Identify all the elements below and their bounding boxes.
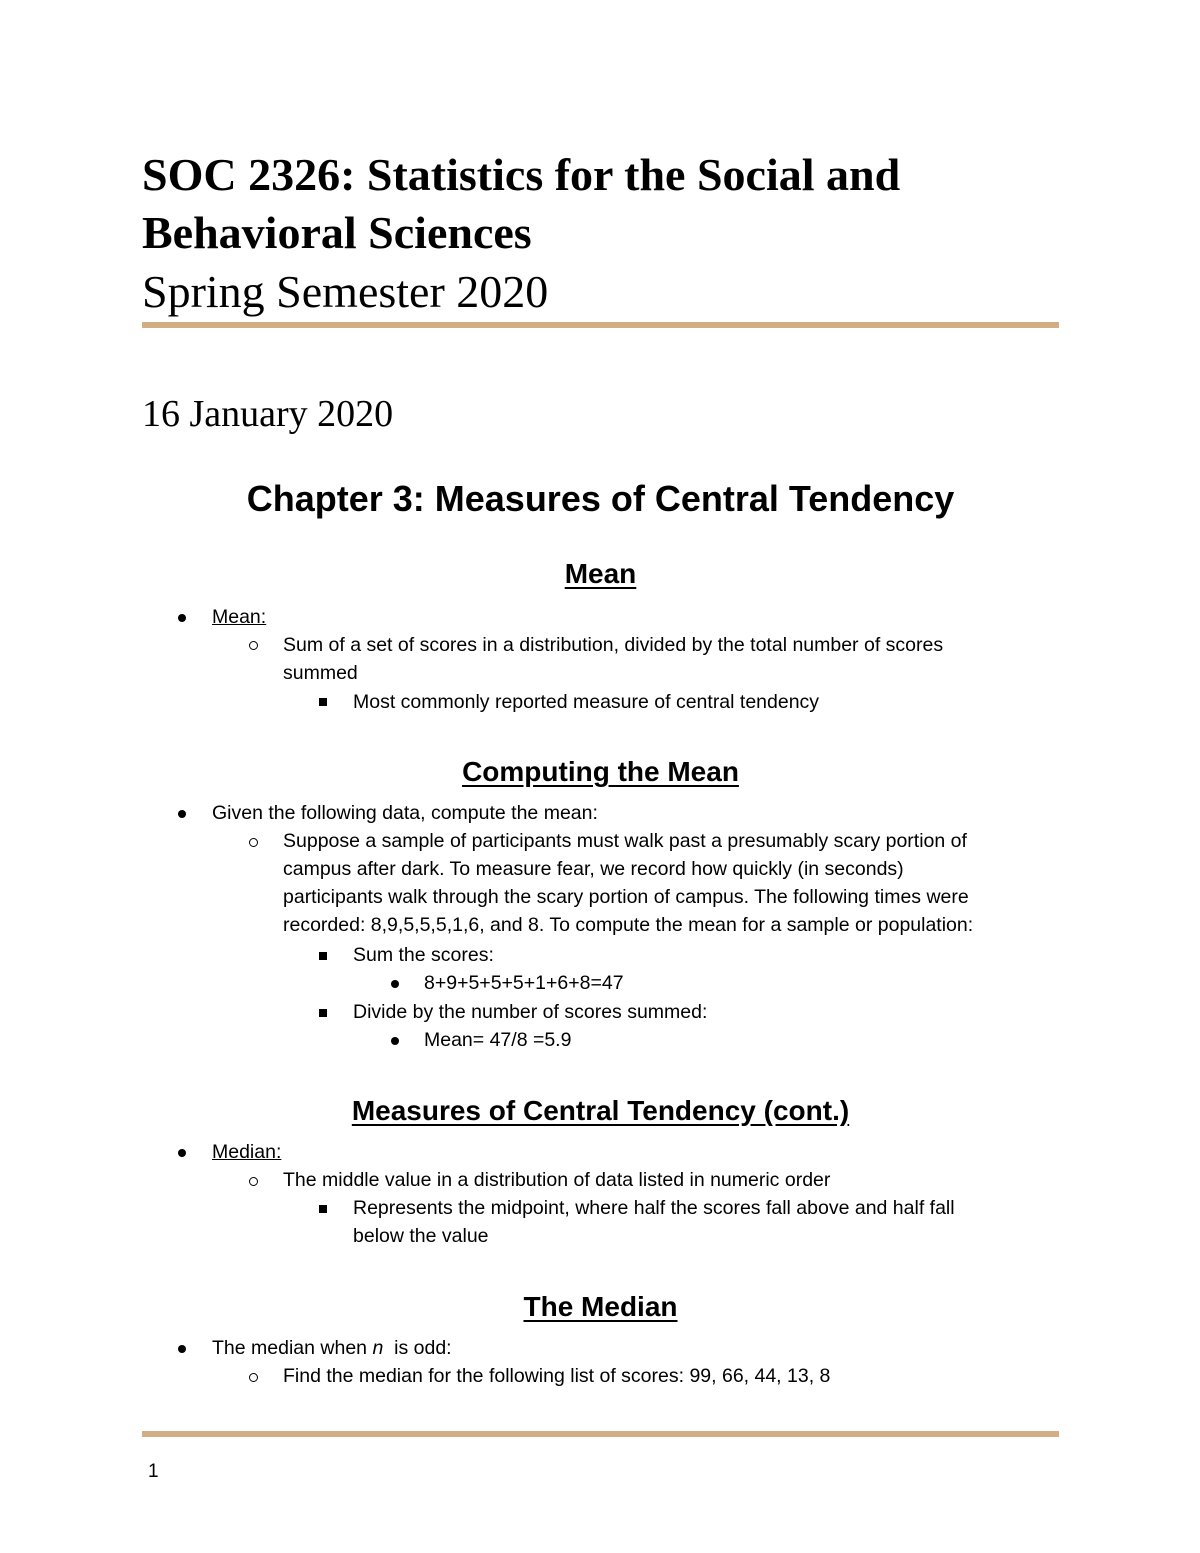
step-divide: Divide by the number of scores summed:: [353, 1001, 708, 1023]
mean-definition-line1: Sum of a set of scores in a distribution, divided by the total number of scores: [283, 634, 944, 656]
scenario-line-4: recorded: 8,9,5,5,5,1,6, and 8. To compute the mean for a sample or population:: [283, 914, 974, 936]
step-sum-scores: Sum the scores:: [353, 944, 494, 966]
section-heading-central-tendency-cont: Measures of Central Tendency (cont.): [351, 1095, 850, 1126]
bullet-circle-icon: [249, 1373, 258, 1382]
chapter-title: Chapter 3: Measures of Central Tendency: [246, 478, 955, 519]
bullet-square-icon: [319, 1205, 327, 1213]
bullet-dot-icon: [391, 1037, 399, 1045]
section-heading-the-median: The Median: [523, 1291, 678, 1322]
variable-n: n: [372, 1337, 384, 1359]
lecture-date: 16 January 2020: [142, 393, 394, 435]
median-term: Median:: [212, 1141, 282, 1163]
bullet-dot-icon: [391, 980, 399, 988]
mean-definition-line2: summed: [283, 662, 358, 684]
scenario-line-1: Suppose a sample of participants must walk past a presumably scary portion of: [283, 830, 967, 852]
bullet-circle-icon: [249, 1177, 258, 1186]
median-definition: The middle value in a distribution of data listed in numeric order: [283, 1169, 831, 1191]
median-odd-intro: [212, 1334, 452, 1362]
step-sum-result: 8+9+5+5+5+1+6+8=47: [424, 972, 624, 994]
median-odd-intro-suffix: is odd:: [383, 1337, 452, 1359]
page-number: 1: [148, 1461, 159, 1482]
bullet-dot-icon: [178, 1345, 186, 1353]
scenario-line-3: participants walk through the scary portion of campus. The following times were: [283, 886, 969, 908]
bullet-circle-icon: [249, 838, 258, 847]
median-odd-intro-text: The median when: [212, 1337, 373, 1359]
course-title: SOC 2326: Statistics for the Social and Behavioral Sciences: [142, 149, 901, 258]
footer-divider: [142, 1431, 1059, 1437]
bullet-dot-icon: [178, 614, 186, 622]
median-task: Find the median for the following list of scores: 99, 66, 44, 13, 8: [283, 1365, 831, 1387]
section-heading-computing-mean: Computing the Mean: [462, 756, 739, 787]
median-note-line1: Represents the midpoint, where half the scores fall above and half fall: [353, 1197, 955, 1219]
mean-term: Mean:: [212, 606, 267, 628]
bullet-circle-icon: [249, 641, 258, 650]
bullet-square-icon: [319, 952, 327, 960]
semester-subtitle: Spring Semester 2020: [142, 266, 549, 317]
median-note-line2: below the value: [353, 1225, 489, 1247]
header-divider: [142, 322, 1059, 328]
bullet-square-icon: [319, 698, 327, 706]
section-heading-mean: Mean: [564, 558, 637, 589]
bullet-square-icon: [319, 1009, 327, 1017]
computing-intro: Given the following data, compute the mean:: [212, 802, 598, 824]
bullet-dot-icon: [178, 1149, 186, 1157]
bullet-dot-icon: [178, 810, 186, 818]
mean-note: Most commonly reported measure of central tendency: [353, 691, 820, 713]
step-divide-result: Mean= 47/8 =5.9: [424, 1029, 572, 1051]
scenario-line-2: campus after dark. To measure fear, we record how quickly (in seconds): [283, 858, 904, 880]
